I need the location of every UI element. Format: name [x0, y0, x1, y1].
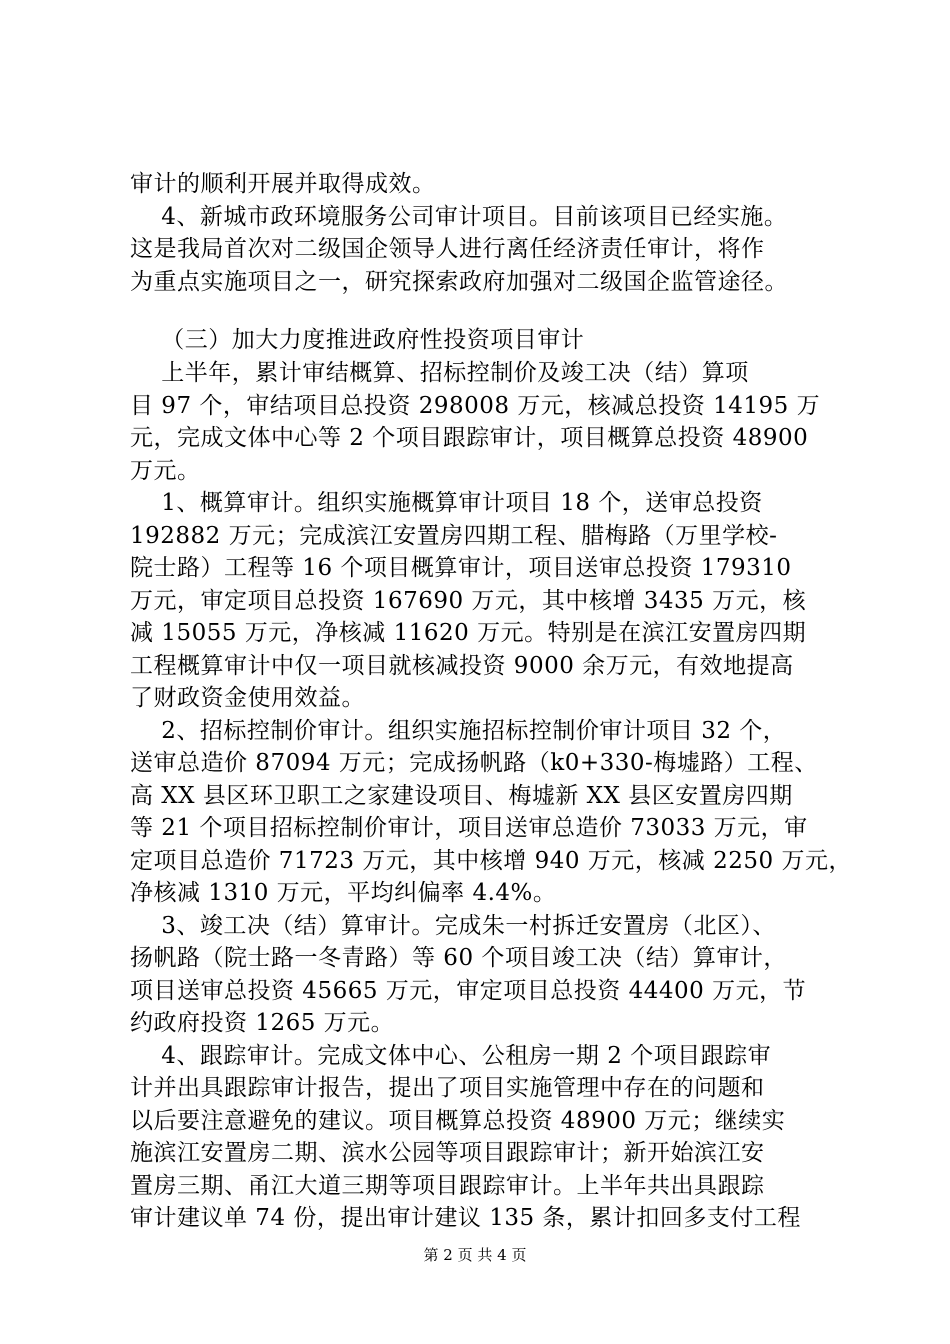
text-line: 审计建议单 74 份，提出审计建议 135 条，累计扣回多支付工程	[130, 1205, 801, 1231]
text-line: 3、竣工决（结）算审计。完成朱一村拆迁安置房（北区）、	[130, 912, 776, 939]
text-line: 上半年，累计审结概算、招标控制价及竣工决（结）算项	[130, 360, 749, 386]
text-line: 万元，审定项目总投资 167690 万元，其中核增 3435 万元，核	[130, 587, 807, 614]
text-line: 目 97 个，审结项目总投资 298008 万元，核减总投资 14195 万	[130, 392, 821, 419]
body-text-top	[130, 168, 850, 298]
text-line: 约政府投资 1265 万元。	[130, 1010, 395, 1036]
text-line: 工程概算审计中仅一项目就核减投资 9000 余万元，有效地提高	[130, 652, 794, 679]
text-line: 施滨江安置房二期、滨水公园等项目跟踪审计；新开始滨江安	[130, 1140, 765, 1166]
text-line: 减 15055 万元，净核减 11620 万元。特别是在滨江安置房四期	[130, 620, 807, 646]
body-text-main	[130, 357, 850, 1235]
text-line: 定项目总造价 71723 万元，其中核增 940 万元，核减 2250 万元，	[130, 847, 852, 874]
text-line: 等 21 个项目招标控制价审计，项目送审总造价 73033 万元，审	[130, 815, 808, 841]
text-line: 扬帆路（院士路一冬青路）等 60 个项目竣工决（结）算审计，	[130, 945, 787, 971]
text-line: 审计的顺利开展并取得成效。	[130, 171, 436, 197]
text-line: 这是我局首次对二级国企领导人进行离任经济责任审计，将作	[130, 236, 765, 262]
text-line: 为重点实施项目之一，研究探索政府加强对二级国企监管途径。	[130, 268, 788, 295]
text-line: 高 XX 县区环卫职工之家建设项目、梅墟新 XX 县区安置房四期	[130, 782, 793, 809]
text-line: 院士路）工程等 16 个项目概算审计，项目送审总投资 179310	[130, 555, 792, 581]
text-line: 项目送审总投资 45665 万元，审定项目总投资 44400 万元，节	[130, 977, 807, 1004]
text-line: 计并出具跟踪审计报告，提出了项目实施管理中存在的问题和	[130, 1075, 765, 1101]
text-line: 元，完成文体中心等 2 个项目跟踪审计，项目概算总投资 48900	[130, 425, 809, 451]
text-line: 4、跟踪审计。完成文体中心、公租房一期 2 个项目跟踪审	[130, 1042, 772, 1069]
text-line: 置房三期、甬江大道三期等项目跟踪审计。上半年共出具跟踪	[130, 1172, 765, 1199]
page-footer: 第 2 页 共 4 页	[423, 1246, 527, 1264]
text-line: 以后要注意避免的建议。项目概算总投资 48900 万元；继续实	[130, 1107, 786, 1134]
text-line: 万元。	[130, 457, 201, 484]
text-line: 送审总造价 87094 万元；完成扬帆路（k0+330-梅墟路）工程、	[130, 750, 818, 776]
text-line: 1、概算审计。组织实施概算审计项目 18 个，送审总投资	[130, 490, 763, 516]
text-line: 2、招标控制价审计。组织实施招标控制价审计项目 32 个，	[130, 717, 787, 744]
text-line: 了财政资金使用效益。	[130, 685, 365, 711]
text-line: 192882 万元；完成滨江安置房四期工程、腊梅路（万里学校-	[130, 522, 778, 549]
text-line: 4、新城市政环境服务公司审计项目。目前该项目已经实施。	[130, 203, 788, 230]
text-line: 净核减 1310 万元，平均纠偏率 4.4%。	[130, 880, 557, 906]
section-heading: （三）加大力度推进政府性投资项目审计	[130, 327, 585, 353]
